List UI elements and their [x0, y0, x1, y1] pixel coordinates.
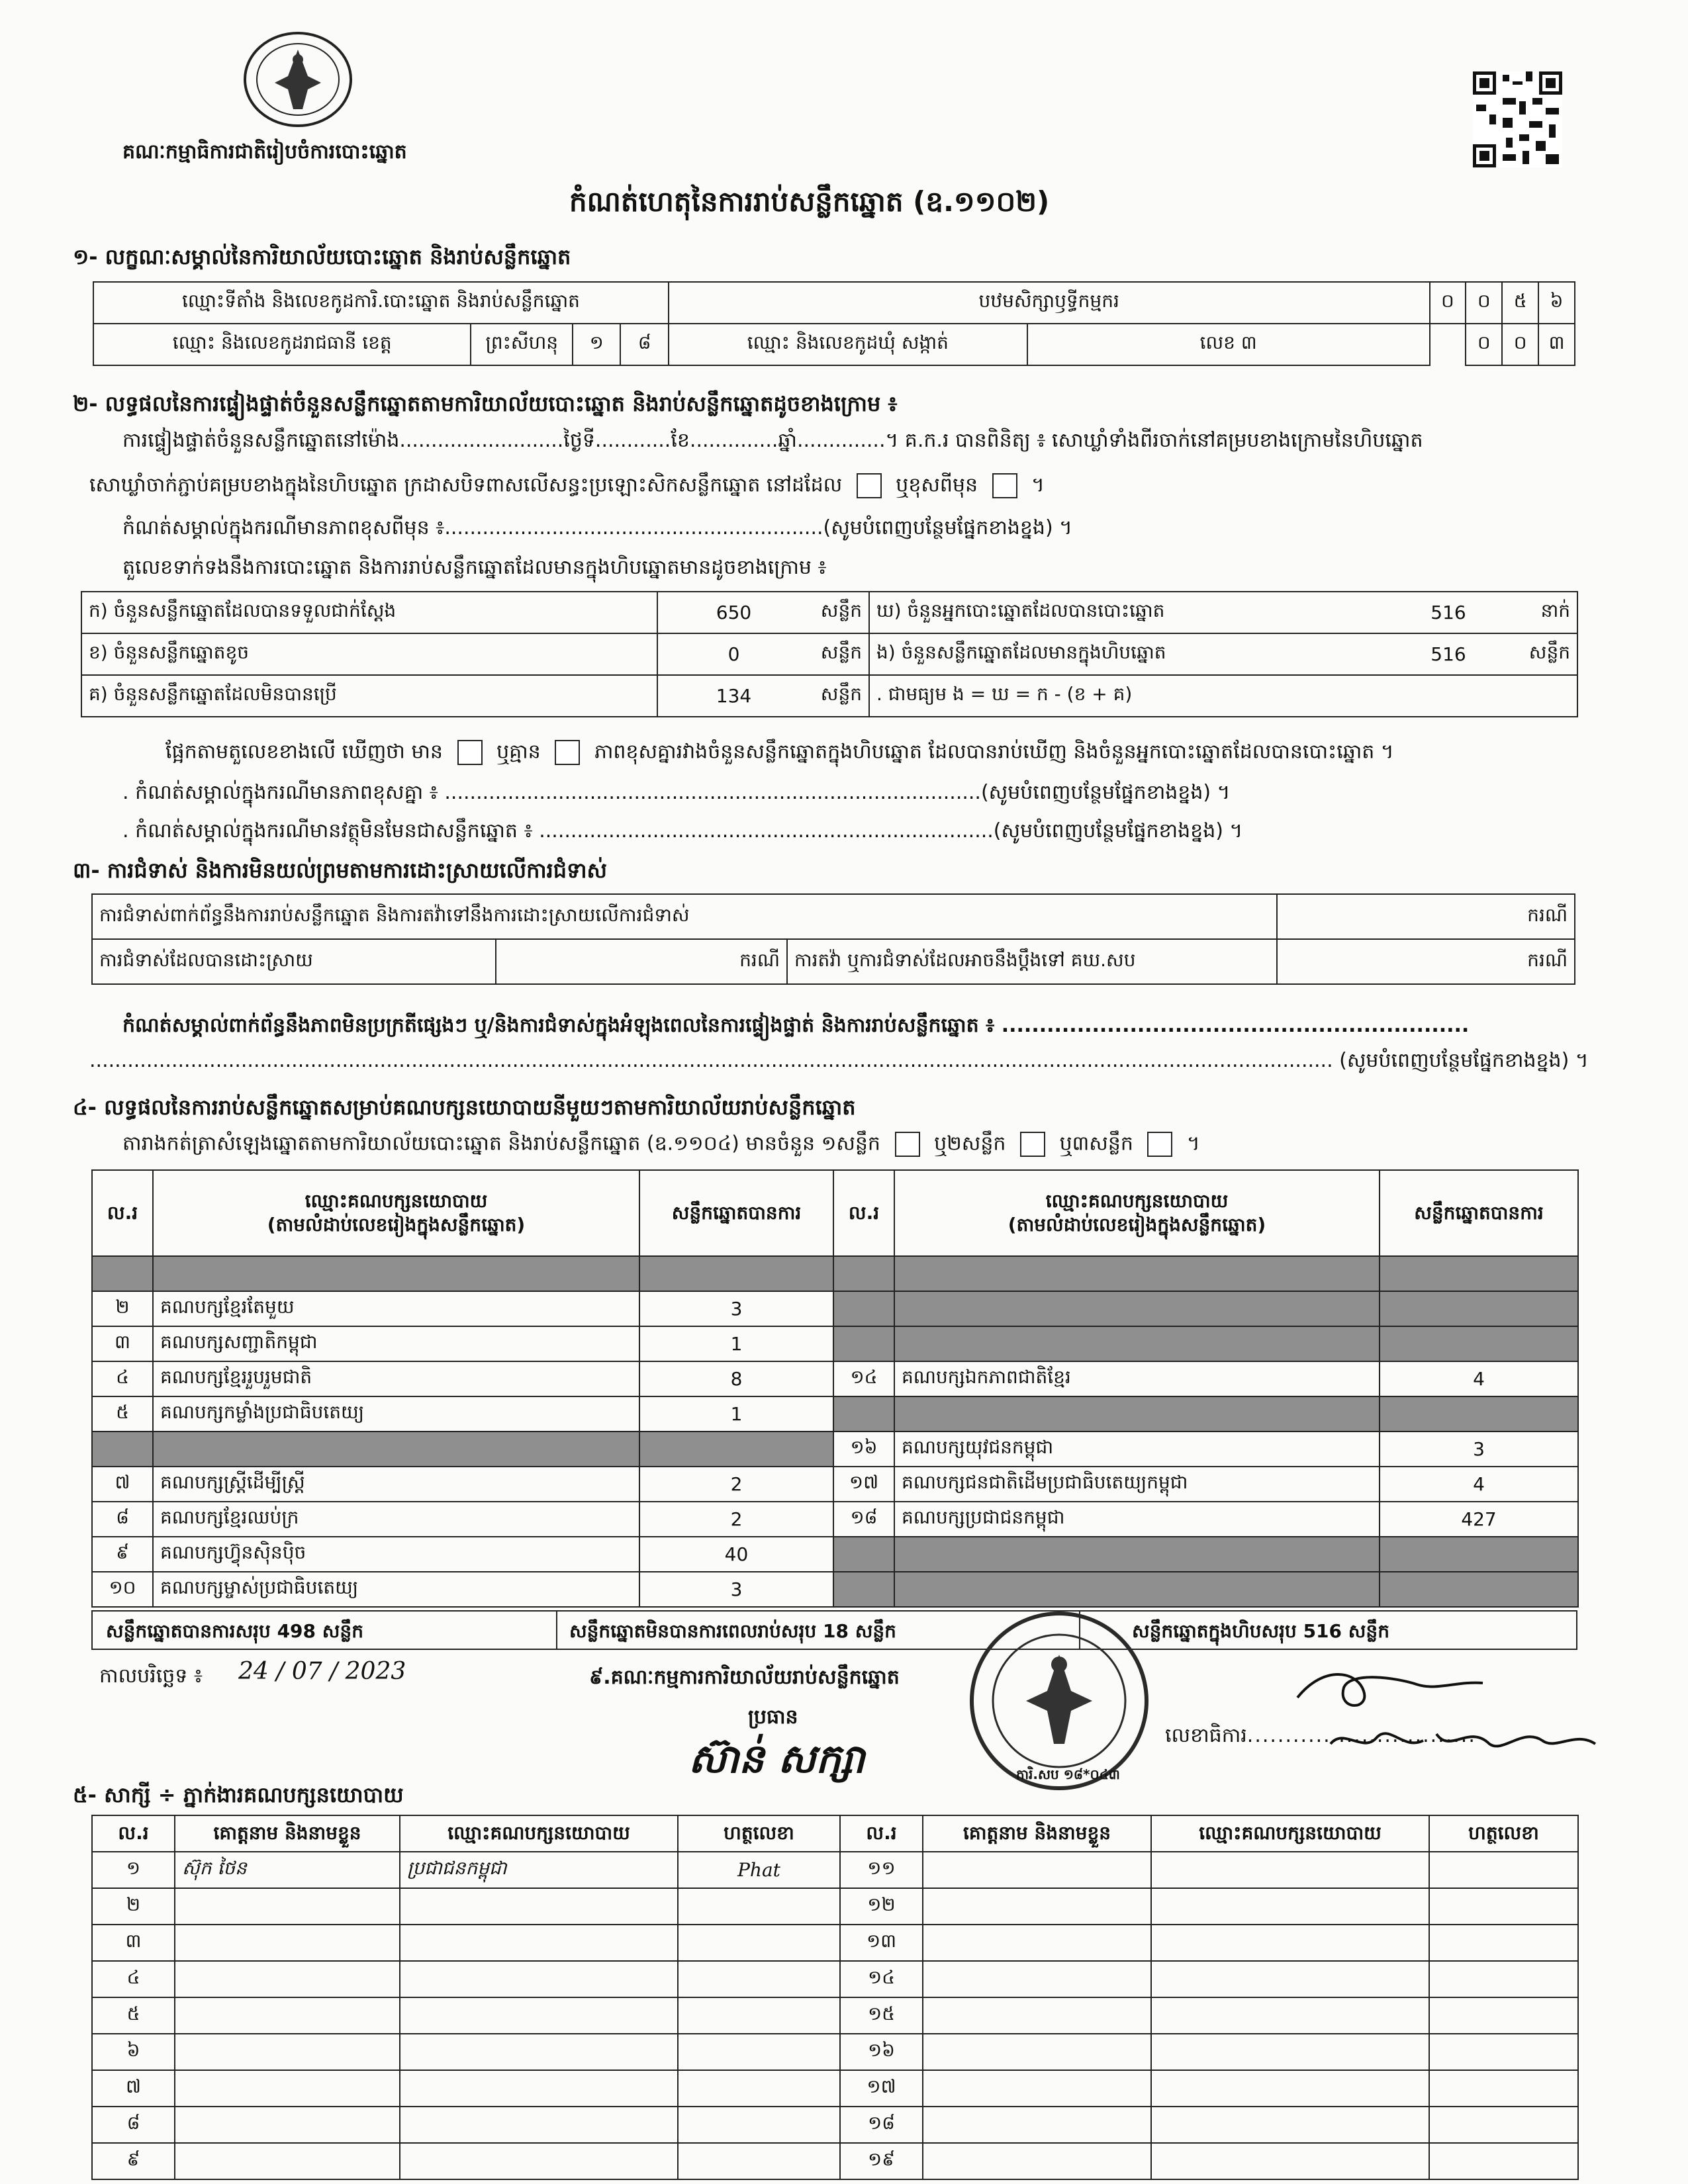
witness-name[interactable]: [175, 1961, 400, 1997]
party-result-row: [92, 1467, 1578, 1502]
changed-checkbox[interactable]: [992, 473, 1017, 498]
party-number: ៤: [92, 1361, 153, 1396]
witness-name[interactable]: [923, 2107, 1151, 2143]
discrepancy-yes-checkbox[interactable]: [457, 740, 483, 765]
province-code-digit: ៨: [620, 324, 668, 365]
party-votes: 2: [639, 1502, 833, 1537]
discrepancy-no-checkbox[interactable]: [555, 740, 580, 765]
one-sheet-checkbox[interactable]: [895, 1132, 920, 1157]
witness-party[interactable]: [400, 2070, 678, 2107]
witness-row: [92, 1961, 1578, 1997]
party-result-row: [92, 1396, 1578, 1432]
witness-party[interactable]: [1151, 1961, 1429, 1997]
witness-signature[interactable]: [1429, 2143, 1578, 2179]
witness-row: [92, 2034, 1578, 2070]
col-votes-header: សន្លឹកឆ្នោតបានការ: [639, 1170, 833, 1256]
witness-row: [92, 2143, 1578, 2179]
party-votes: 2: [639, 1467, 833, 1502]
commune-name: លេខ ៣: [1027, 324, 1430, 365]
party-votes: [639, 1256, 833, 1291]
col-party-header-text: ឈ្មោះគណបក្សនយោបាយ (តាមលំដាប់លេខរៀងក្នុងសន្លឹកឆ្នោត): [1008, 1189, 1266, 1236]
witness-party[interactable]: [1151, 2107, 1429, 2143]
person-unit: នាក់: [1511, 592, 1577, 633]
witness-signature[interactable]: [678, 2034, 840, 2070]
witness-party[interactable]: [400, 2107, 678, 2143]
witness-col-party: ឈ្មោះគណបក្សនយោបាយ: [400, 1815, 678, 1852]
commune-label: ឈ្មោះ និងលេខកូដឃុំ សង្កាត់: [669, 324, 1027, 365]
party-name: [894, 1396, 1380, 1432]
witness-row: [92, 2070, 1578, 2107]
witness-party[interactable]: [400, 1888, 678, 1925]
witness-name[interactable]: [175, 2070, 400, 2107]
witness-row: [92, 2107, 1578, 2143]
form-title: កំណត់ហេតុនៃការរាប់សន្លឹកឆ្នោត (ឧ.១១០២): [569, 185, 1050, 218]
voters-voted-label: ឃ) ចំនួនអ្នកបោះឆ្នោតដែលបានបោះឆ្នោត: [869, 592, 1385, 633]
witness-number: ៧: [92, 2070, 175, 2107]
commune-code-digit: ៣: [1538, 324, 1575, 365]
witness-party[interactable]: [400, 2143, 678, 2179]
witness-party[interactable]: [1151, 1888, 1429, 1925]
figures-intro: តួលេខទាក់ទងនឹងការបោះឆ្នោត និងការរាប់សន្លឹកឆ្នោតដែលមានក្នុងហិបឆ្នោតមានដូចខាងក្រោម ៖: [122, 556, 827, 579]
party-name: គណបក្សប្រជាជនកម្ពុជា: [894, 1502, 1380, 1537]
party-results-table: [91, 1169, 1579, 1608]
party-votes: 3: [639, 1572, 833, 1607]
qr-code-icon: [1473, 71, 1562, 167]
col-party-header-text: ឈ្មោះគណបក្សនយោបាយ (តាមលំដាប់លេខរៀងក្នុងសន្លឹកឆ្នោត): [267, 1189, 526, 1236]
total-valid-ballots: សន្លឹកឆ្នោតបានការសរុប 498 សន្លឹក: [106, 1620, 363, 1642]
witness-number: ៣: [92, 1925, 175, 1961]
party-number: ១៨: [833, 1502, 894, 1537]
spoiled-ballots-label: ខ) ចំនួនសន្លឹកឆ្នោតខូច: [81, 633, 657, 675]
party-name: គណបក្សកម្លាំងប្រជាធិបតេយ្យ: [153, 1396, 639, 1432]
received-ballots-label: ក) ចំនួនសន្លឹកឆ្នោតដែលបានទទួលជាក់ស្តែង: [81, 592, 657, 633]
irregularity-note: កំណត់សម្គាល់ពាក់ព័ន្ធនឹងភាពមិនប្រក្រតីផ្សេងៗ ឬ/និងការជំទាស់ក្នុងអំឡុងពេលនៃការផ្ទៀងផ្ទាត់ និងការរាប់សន្លឹកឆ្នោត ៖ ..............................................................: [122, 1014, 1470, 1037]
witness-name[interactable]: [175, 1888, 400, 1925]
party-name: គណបក្សឯកភាពជាតិខ្មែរ: [894, 1361, 1380, 1396]
witness-col-name: គោត្តនាម និងនាមខ្លួន: [923, 1815, 1151, 1852]
party-votes: 1: [639, 1396, 833, 1432]
witness-signature[interactable]: [678, 1888, 840, 1925]
witness-number: ១៧: [840, 2070, 923, 2107]
col-no-header: ល.រ: [833, 1170, 894, 1256]
witness-name[interactable]: [923, 1888, 1151, 1925]
party-votes: [1380, 1326, 1578, 1361]
witness-name[interactable]: [923, 2143, 1151, 2179]
party-result-row: [92, 1432, 1578, 1467]
party-name: [894, 1537, 1380, 1572]
section5-title: ៥- សាក្សី ÷ ភ្នាក់ងារគណបក្សនយោបាយ: [73, 1782, 404, 1807]
party-number: ១៦: [833, 1432, 894, 1467]
witness-party[interactable]: [1151, 2143, 1429, 2179]
seal-status-text: សោឃ្លាំចាក់ភ្ជាប់គម្របខាងក្នុងនៃហិបឆ្នោត ក្រដាសបិទពាសលើសន្ធះប្រឡោះសិកសន្លឹកឆ្នោត នៅដដែល: [89, 473, 843, 497]
witness-name[interactable]: [175, 1997, 400, 2034]
committee-label: ៩.គណៈកម្មការការិយាល័យរាប់សន្លឹកឆ្នោត: [589, 1666, 900, 1689]
witness-party: ប្រជាជនកម្ពុជា: [400, 1852, 678, 1888]
case-unit: ករណី: [1277, 939, 1575, 984]
unused-ballots-value: 134: [657, 675, 810, 717]
witness-number: ៥: [92, 1997, 175, 2034]
col-votes-header: សន្លឹកឆ្នោតបានការ: [1380, 1170, 1578, 1256]
party-result-row: [92, 1326, 1578, 1361]
party-name: គណបក្សខ្មែររួបរួមជាតិ: [153, 1361, 639, 1396]
secretary-signature: [1284, 1658, 1496, 1717]
witness-name[interactable]: [923, 1852, 1151, 1888]
party-votes: 1: [639, 1326, 833, 1361]
two-sheets-label: ឬ២សន្លឹក: [934, 1132, 1006, 1156]
witness-name[interactable]: [175, 1925, 400, 1961]
witness-name: ស៊ុក ថៃន: [175, 1852, 400, 1888]
party-number: [833, 1256, 894, 1291]
irregularity-note-continued: ..................................................................................................................................................................................................... (សូមបំពេញបន្ថែមផ្នែកខាងខ្នង) ។: [89, 1049, 1589, 1072]
witness-party[interactable]: [400, 1997, 678, 2034]
party-name: គណបក្សស្ត្រីដើម្បីស្ត្រី: [153, 1467, 639, 1502]
discrepancy-no-label: ឬគ្មាន: [496, 740, 541, 764]
party-name: [894, 1256, 1380, 1291]
witness-number: ១២: [840, 1888, 923, 1925]
party-number: ៣: [92, 1326, 153, 1361]
total-ballots-in-box: សន្លឹកឆ្នោតក្នុងហិបសរុប 516 សន្លឹក: [1132, 1620, 1389, 1642]
ballot-unit: សន្លឹក: [810, 633, 869, 675]
party-result-row: [92, 1537, 1578, 1572]
verification-line: ការផ្ទៀងផ្ទាត់ចំនួនសន្លឹកឆ្នោតនៅម៉ោង..........................ថ្ងៃទី............ខែ..............ឆ្នាំ..............។ គ.ក.រ បានពិនិត្យ ៖ សោឃ្លាំទាំងពីរចាក់នៅគម្របខាងក្រោមនៃហិបឆ្នោត: [122, 429, 1423, 452]
witness-number: ១៥: [840, 1997, 923, 2034]
party-result-row: [92, 1572, 1578, 1607]
party-name: [894, 1572, 1380, 1607]
chair-label: ប្រធាន: [748, 1706, 798, 1729]
secretary-signature-name: [1324, 1714, 1602, 1767]
spoiled-ballots-value: 0: [657, 633, 810, 675]
party-votes: 3: [639, 1291, 833, 1326]
witness-number: ១៨: [840, 2107, 923, 2143]
witness-name[interactable]: [923, 1997, 1151, 2034]
changed-label: ឬខុសពីមុន: [896, 473, 978, 497]
party-number: ១៤: [833, 1361, 894, 1396]
witness-name[interactable]: [923, 2034, 1151, 2070]
chair-name: ស៊ាន់ សក្សា: [688, 1736, 865, 1782]
party-votes: [1380, 1291, 1578, 1326]
party-name: [153, 1432, 639, 1467]
ballot-unit: សន្លឹក: [810, 675, 869, 717]
witness-name[interactable]: [175, 2034, 400, 2070]
witness-row: [92, 1997, 1578, 2034]
witness-signature: Phat: [678, 1852, 840, 1888]
ballot-unit: សន្លឹក: [810, 592, 869, 633]
foreign-object-note: . កំណត់សម្គាល់ក្នុងករណីមានវត្ថុមិនមែនជាសន្លឹកឆ្នោត ៖ ........................................................................(សូមបំពេញបន្ថែមផ្នែកខាងខ្នង) ។: [122, 819, 1243, 842]
party-name: [894, 1326, 1380, 1361]
party-number: [92, 1432, 153, 1467]
witness-party[interactable]: [400, 1925, 678, 1961]
commune-code-digit: ០: [1502, 324, 1538, 365]
witness-number: ១: [92, 1852, 175, 1888]
party-number: [833, 1291, 894, 1326]
vote-sheet-count-text: តារាងកត់ត្រាសំឡេងឆ្នោតតាមការិយាល័យបោះឆ្នោត និងរាប់សន្លឹកឆ្នោត (ឧ.១១០៤) មានចំនួន ១សន្លឹក: [122, 1132, 880, 1156]
witness-row: [92, 1852, 1578, 1888]
commune-code-digit: ០: [1466, 324, 1502, 365]
witness-number: ៦: [92, 2034, 175, 2070]
party-number: [833, 1396, 894, 1432]
witness-name[interactable]: [175, 2107, 400, 2143]
secretary-label: លេខាធិការ: [1165, 1724, 1247, 1747]
witness-number: ១៣: [840, 1925, 923, 1961]
formula-text: . ជាមធ្យម ង = ឃ = ក - (ខ + គ): [869, 675, 1577, 717]
party-votes: [1380, 1256, 1578, 1291]
party-name: គណបក្សសញ្ជាតិកម្ពុជា: [153, 1326, 639, 1361]
witness-signature[interactable]: [1429, 2107, 1578, 2143]
station-code-digit: ០: [1430, 282, 1466, 324]
party-votes: [1380, 1537, 1578, 1572]
line-end-mark: ។: [1031, 473, 1045, 497]
party-name: គណបក្សហ៊្វុនស៊ិនប៉ិច: [153, 1537, 639, 1572]
discrepancy-description: ភាពខុសគ្នារវាងចំនួនសន្លឹកឆ្នោតក្នុងហិបឆ្នោត ដែលបានរាប់ឃើញ និងចំនួនអ្នកបោះឆ្នោតដែលបានបោះឆ្នោត ។: [594, 740, 1394, 764]
section2-title: ២- លទ្ធផលនៃការផ្ទៀងផ្ទាត់ចំនួនសន្លឹកឆ្នោតតាមការិយាល័យបោះឆ្នោត និងរាប់សន្លឹកឆ្នោតដូចខាងក្រោម ៖: [73, 391, 898, 416]
witness-signature[interactable]: [1429, 2034, 1578, 2070]
discrepancy-check-text: ផ្អែកតាមតួលេខខាងលើ ឃើញថា មាន: [165, 740, 443, 764]
witness-signature[interactable]: [1429, 1961, 1578, 1997]
party-result-row: [92, 1361, 1578, 1396]
commission-emblem: [242, 30, 354, 129]
party-votes: 427: [1380, 1502, 1578, 1537]
party-result-row: [92, 1256, 1578, 1291]
witness-number: ៩: [92, 2143, 175, 2179]
province-label: ឈ្មោះ និងលេខកូដរាជធានី ខេត្ត: [93, 324, 471, 365]
witness-table: [91, 1815, 1579, 2180]
party-number: ២: [92, 1291, 153, 1326]
line-end-mark: ។: [1186, 1132, 1200, 1156]
party-name: [153, 1256, 639, 1291]
witness-signature[interactable]: [1429, 1997, 1578, 2034]
party-name: គណបក្សខ្មែរតែមួយ: [153, 1291, 639, 1326]
two-sheets-checkbox[interactable]: [1020, 1132, 1045, 1157]
witness-number: ៤: [92, 1961, 175, 1997]
col-party-header: [153, 1170, 639, 1256]
station-code-digit: ០: [1466, 282, 1502, 324]
unchanged-checkbox[interactable]: [857, 473, 882, 498]
witness-col-name: គោត្តនាម និងនាមខ្លួន: [175, 1815, 400, 1852]
witness-signature[interactable]: [678, 2107, 840, 2143]
col-party-header: [894, 1170, 1380, 1256]
witness-party[interactable]: [400, 2034, 678, 2070]
party-votes: [639, 1432, 833, 1467]
witness-name[interactable]: [923, 1925, 1151, 1961]
witness-party[interactable]: [1151, 1997, 1429, 2034]
witness-signature[interactable]: [678, 1997, 840, 2034]
witness-col-no: ល.រ: [92, 1815, 175, 1852]
party-name: [894, 1291, 1380, 1326]
witness-row: [92, 1925, 1578, 1961]
complaints-related-label: ការជំទាស់ពាក់ព័ន្ធនឹងការរាប់សន្លឹកឆ្នោត និងការតវ៉ាទៅនឹងការដោះស្រាយលើការជំទាស់: [92, 894, 1277, 939]
witness-party[interactable]: [1151, 2070, 1429, 2107]
party-name: គណបក្សម្ចាស់ប្រជាធិបតេយ្យ: [153, 1572, 639, 1607]
witness-number: ១១: [840, 1852, 923, 1888]
party-number: [833, 1326, 894, 1361]
party-number: [92, 1256, 153, 1291]
witness-party[interactable]: [1151, 1852, 1429, 1888]
witness-number: ៨: [92, 2107, 175, 2143]
party-number: [833, 1537, 894, 1572]
witness-number: ២: [92, 1888, 175, 1925]
witness-party[interactable]: [400, 1961, 678, 1997]
party-number: ៥: [92, 1396, 153, 1432]
witness-col-party: ឈ្មោះគណបក្សនយោបាយ: [1151, 1815, 1429, 1852]
station-name-value: បឋមសិក្សាឫទ្ធីកម្មករ: [669, 282, 1430, 324]
party-votes: [1380, 1572, 1578, 1607]
party-name: គណបក្សជនជាតិដើមប្រជាធិបតេយ្យកម្ពុជា: [894, 1467, 1380, 1502]
witness-name[interactable]: [175, 2143, 400, 2179]
party-votes: 3: [1380, 1432, 1578, 1467]
case-unit: ករណី: [1277, 894, 1575, 939]
three-sheets-label: ឬ៣សន្លឹក: [1059, 1132, 1133, 1156]
section4-title: ៤- លទ្ធផលនៃការរាប់សន្លឹកឆ្នោតសម្រាប់គណបក្សនយោបាយនីមួយៗតាមការិយាល័យរាប់សន្លឹកឆ្នោត: [73, 1095, 856, 1120]
party-number: ៨: [92, 1502, 153, 1537]
party-name: គណបក្សខ្មែរឈប់ក្រ: [153, 1502, 639, 1537]
witness-col-no: ល.រ: [840, 1815, 923, 1852]
stamp-text: ការិ.សប ១៨*០៤៣: [1016, 1766, 1120, 1782]
witness-col-sign: ហត្ថលេខា: [1429, 1815, 1578, 1852]
party-votes: 4: [1380, 1467, 1578, 1502]
witness-number: ១៤: [840, 1961, 923, 1997]
station-name-label: ឈ្មោះទីតាំង និងលេខកូដការិ.បោះឆ្នោត និងរាប់សន្លឹកឆ្នោត: [93, 282, 669, 324]
witness-number: ១៩: [840, 2143, 923, 2179]
witness-name[interactable]: [923, 1961, 1151, 1997]
province-name: ព្រះសីហនុ: [471, 324, 573, 365]
party-votes: 8: [639, 1361, 833, 1396]
witness-signature[interactable]: [678, 2143, 840, 2179]
unused-ballots-label: គ) ចំនួនសន្លឹកឆ្នោតដែលមិនបានប្រើ: [81, 675, 657, 717]
difference-note: កំណត់សម្គាល់ក្នុងករណីមានភាពខុសពីមុន ៖............................................................(សូមបំពេញបន្ថែមផ្នែកខាងខ្នង) ។: [122, 516, 1072, 539]
ballot-figures-table: [81, 591, 1578, 717]
appeal-complaints-label: ការតវ៉ា ឬការជំទាស់ដែលអាចនឹងប្តឹងទៅ គឃ.សប: [787, 939, 1277, 984]
three-sheets-checkbox[interactable]: [1147, 1132, 1172, 1157]
commission-name: គណៈកម្មាធិការជាតិរៀបចំការបោះឆ្នោត: [122, 140, 407, 163]
party-number: ៧: [92, 1467, 153, 1502]
witness-name[interactable]: [923, 2070, 1151, 2107]
party-votes: 4: [1380, 1361, 1578, 1396]
party-result-row: [92, 1502, 1578, 1537]
party-number: ១០: [92, 1572, 153, 1607]
section1-title: ១- លក្ខណៈសម្គាល់នៃការិយាល័យបោះឆ្នោត និងរាប់សន្លឹកឆ្នោត: [73, 244, 571, 269]
witness-signature[interactable]: [678, 1925, 840, 1961]
section3-title: ៣- ការជំទាស់ និងការមិនយល់ព្រមតាមការដោះស្រាយលើការជំទាស់: [73, 858, 607, 883]
discrepancy-note: . កំណត់សម្គាល់ក្នុងករណីមានភាពខុសគ្នា ៖ .....................................................................................(សូមបំពេញបន្ថែមផ្នែកខាងខ្នង) ។: [122, 781, 1231, 804]
witness-signature[interactable]: [678, 2070, 840, 2107]
station-code-digit: ៥: [1502, 282, 1538, 324]
party-result-row: [92, 1291, 1578, 1326]
witness-row: [92, 1888, 1578, 1925]
ballots-in-box-label: ង) ចំនួនសន្លឹកឆ្នោតដែលមានក្នុងហិបឆ្នោត: [869, 633, 1385, 675]
voters-voted-value: 516: [1385, 592, 1511, 633]
station-info-table: [93, 281, 1575, 366]
witness-party[interactable]: [1151, 1925, 1429, 1961]
station-code-digit: ៦: [1538, 282, 1575, 324]
case-unit: ករណី: [496, 939, 787, 984]
date-label: កាលបរិច្ឆេទ ៖: [99, 1664, 203, 1688]
date-value: 24 / 07 / 2023: [238, 1658, 406, 1685]
total-invalid-ballots: សន្លឹកឆ្នោតមិនបានការពេលរាប់សរុប 18 សន្លឹក: [569, 1620, 896, 1642]
party-votes: 40: [639, 1537, 833, 1572]
witness-signature[interactable]: [1429, 1852, 1578, 1888]
witness-col-sign: ហត្ថលេខា: [678, 1815, 840, 1852]
ballots-in-box-value: 516: [1385, 633, 1511, 675]
witness-signature[interactable]: [678, 1961, 840, 1997]
ballot-unit: សន្លឹក: [1511, 633, 1577, 675]
official-stamp: [966, 1608, 1152, 1794]
witness-signature[interactable]: [1429, 1925, 1578, 1961]
party-votes: [1380, 1396, 1578, 1432]
witness-party[interactable]: [1151, 2034, 1429, 2070]
received-ballots-value: 650: [657, 592, 810, 633]
resolved-complaints-label: ការជំទាស់ដែលបានដោះស្រាយ: [92, 939, 496, 984]
witness-number: ១៦: [840, 2034, 923, 2070]
col-no-header: ល.រ: [92, 1170, 153, 1256]
complaints-table: [91, 893, 1575, 985]
province-code-digit: ១: [573, 324, 620, 365]
witness-signature[interactable]: [1429, 2070, 1578, 2107]
party-number: [833, 1572, 894, 1607]
totals-row: [91, 1610, 1577, 1650]
party-number: ១៧: [833, 1467, 894, 1502]
party-number: ៩: [92, 1537, 153, 1572]
party-name: គណបក្សយុវជនកម្ពុជា: [894, 1432, 1380, 1467]
witness-signature[interactable]: [1429, 1888, 1578, 1925]
